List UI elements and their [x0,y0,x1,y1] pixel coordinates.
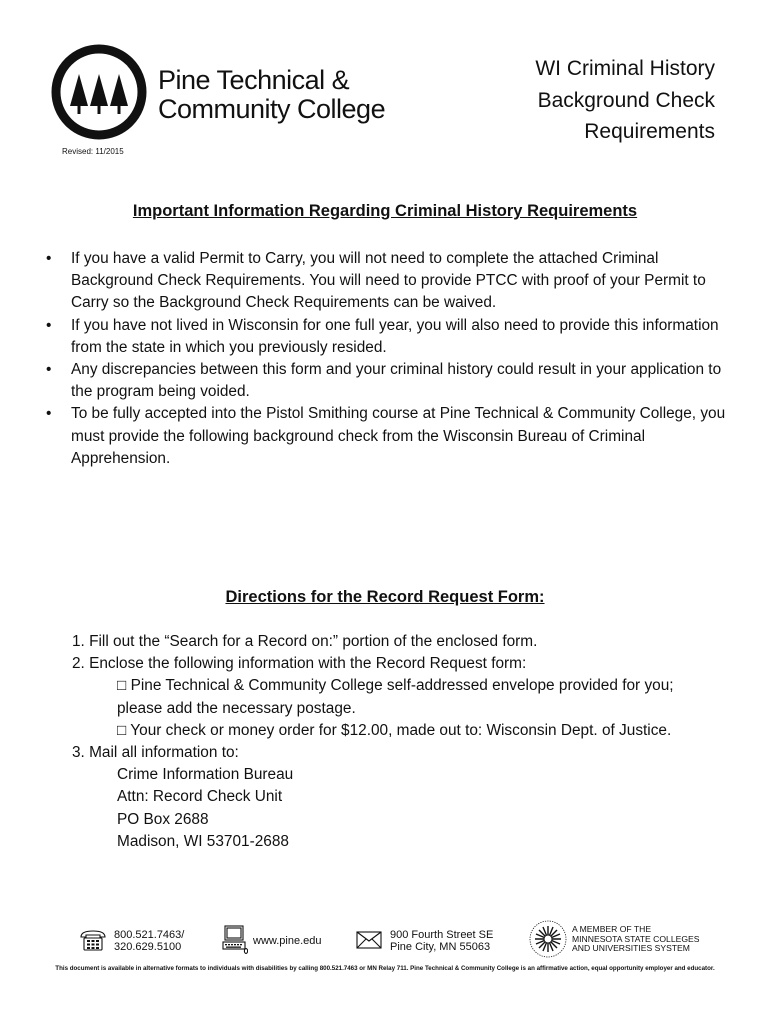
list-item: • If you have not lived in Wisconsin for one full year, you will also need to provide this information from the state in which you previously resided. [46,315,736,359]
checklist-item-envelope-cont: please add the necessary postage. [117,699,356,717]
step-3: 3. Mail all information to: [72,744,239,762]
important-info-heading: Important Information Regarding Criminal History Requirements [132,202,638,220]
minnesota-state-seal-icon [528,919,568,959]
list-item: • If you have a valid Permit to Carry, you will not need to complete the attached Criminal Background Check Requirements. You will need to provide PTCC with proof of your Permit to Carry so the Background Check Requirements can be waived. [46,248,736,315]
website-link[interactable]: www.pine.edu [253,935,322,947]
directions-heading: Directions for the Record Request Form: [225,588,545,606]
list-item: • Any discrepancies between this form and your criminal history could result in your application to the program being voided. [46,359,736,403]
pine-trees-icon [70,74,128,114]
mailing-address-line: Madison, WI 53701-2688 [117,832,289,850]
revised-date: Revised: 11/2015 [62,147,124,156]
computer-icon [222,924,248,954]
college-logo [51,44,147,140]
requirements-list [46,248,736,470]
checklist-item-envelope: □ Pine Technical & Community College self-addressed envelope provided for you; [117,677,674,695]
college-name: Pine Technical & Community College [158,65,386,124]
mailing-address-line: Crime Information Bureau [117,766,294,784]
accessibility-disclaimer: This document is available in alternative formats to individuals with disabilities by calling 800.521.7463 or MN Relay 711. Pine Technical & Community College is an affirmative action, equal opportunity employer and educator. [55,965,715,972]
envelope-icon [356,931,382,949]
street-address: 900 Fourth Street SE Pine City, MN 55063 [390,929,494,953]
mailing-address-line: Attn: Record Check Unit [117,788,283,806]
phone-numbers: 800.521.7463/ 320.629.5100 [114,929,185,953]
minnesota-state-member: A MEMBER OF THE MINNESOTA STATE COLLEGES AND UNIVERSITIES SYSTEM [572,924,700,954]
phone-icon [78,928,108,952]
step-1: 1. Fill out the “Search for a Record on:” portion of the enclosed form. [72,633,538,650]
checklist-item-payment: □ Your check or money order for $12.00, made out to: Wisconsin Dept. of Justice. [117,721,672,739]
list-item: • To be fully accepted into the Pistol Smithing course at Pine Technical & Community College, you must provide the following background check from the Wisconsin Bureau of Criminal Apprehension. [46,403,736,470]
document-title: WI Criminal History Background Check Requirements [535,57,715,143]
step-2: 2. Enclose the following information with the Record Request form: [72,655,527,673]
directions-steps [72,631,722,853]
mailing-address-line: PO Box 2688 [117,810,209,828]
